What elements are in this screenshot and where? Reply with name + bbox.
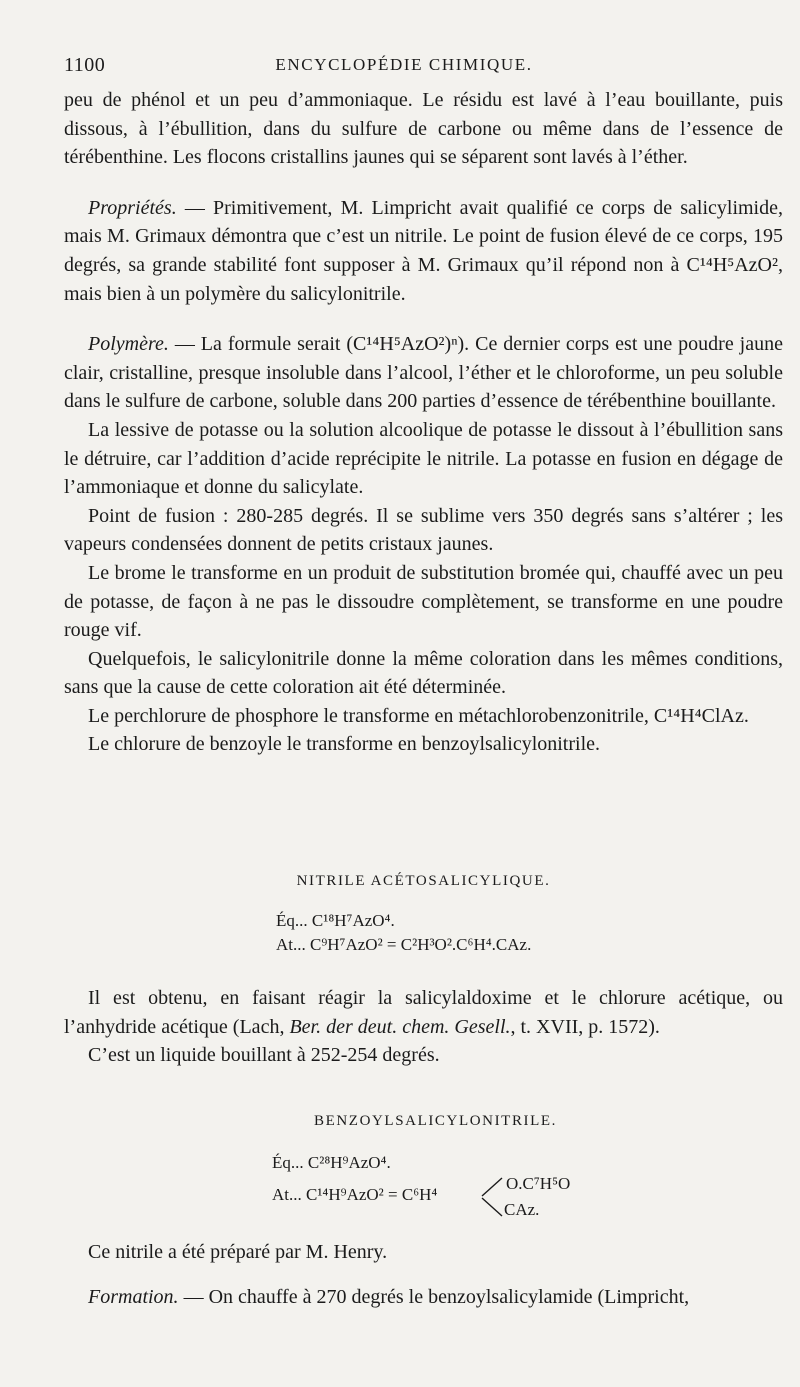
- page-number: 1100: [64, 54, 106, 76]
- section-title-benzoyl: BENZOYLSALICYLONITRILE.: [314, 1113, 558, 1129]
- section-title-aceto: NITRILE ACÉTOSALICYLIQUE.: [296, 873, 551, 889]
- paragraph-obtenu: Il est obtenu, en faisant réagir la salicylaldoxime et le chlorure acétique, ou l’anhydride acétique (Lach, Ber. der deut. chem. Gesell., t. XVII, p. 1572).: [64, 987, 783, 1038]
- polymere-label: Polymère.: [88, 333, 169, 356]
- paragraph-intro: peu de phénol et un peu d’ammoniaque. Le résidu est lavé à l’eau bouillante, puis dissous, à l’ébullition, dans du sulfure de carbone ou même dans de l’essence de térébenthine. Les flocons cristallins jaunes qui se séparent sont lavés à l’éther.: [64, 89, 783, 169]
- formula-branch-lower: CAz.: [504, 1200, 540, 1219]
- formation-label: Formation.: [88, 1285, 179, 1308]
- section-nitrile-acetosalicylique: [64, 871, 783, 891]
- reference-berichte: Ber. der deut. chem. Gesell.: [289, 1015, 511, 1038]
- paragraph-perchlorure: Le perchlorure de phosphore le transforme en métachlorobenzonitrile, C¹⁴H⁴ClAz.: [88, 704, 749, 727]
- paragraph-fusion: Point de fusion : 280-285 degrés. Il se sublime vers 350 degrés sans s’altérer ; les vapeurs condensées donnent de petits cristaux jaunes.: [64, 504, 783, 556]
- paragraph-proprietes: Propriétés. — Primitivement, M. Limpricht avait qualifié ce corps de salicylimide, mais M. Grimaux démontra que c’est un nitrile. Le point de fusion élevé de ce corps, 195 degrés, sa grande stabilité font supposer à M. Grimaux qu’il répond non à C¹⁴H⁵AzO², mais bien à un polymère du salicylonitrile.: [64, 196, 783, 305]
- paragraph-polymere: Polymère. — La formule serait (C¹⁴H⁵AzO²)ⁿ). Ce dernier corps est une poudre jaune clair, cristalline, presque insoluble dans l’alcool, l’éther et le chloroforme, un peu soluble dans le sulfure de carbone, soluble dans 200 parties d’essence de térébenthine bouillante.: [64, 333, 783, 413]
- paragraph-potasse: La lessive de potasse ou la solution alcoolique de potasse le dissout à l’ébullition sans le détruire, car l’addition d’acide reprécipite le nitrile. La potasse en fusion en dégage de l’ammoniaque et donne du salicylate.: [64, 418, 783, 499]
- proprietes-label: Propriétés.: [88, 196, 177, 219]
- formula-at-benzoyl: At... C¹⁴H⁹AzO² = C⁶H⁴: [272, 1185, 438, 1204]
- formula-eq-aceto: Éq... C¹⁸H⁷AzO⁴.: [276, 911, 395, 930]
- main-text: [64, 86, 783, 759]
- formula-branch-upper: O.C⁷H⁵O: [506, 1174, 571, 1193]
- paragraph-henry: Ce nitrile a été préparé par M. Henry.: [88, 1241, 388, 1263]
- paragraph-brome: Le brome le transforme en un produit de substitution bromée qui, chauffé avec un peu de potasse, de façon à ne pas le dissoudre complètement, se transforme en une poudre rouge vif.: [64, 561, 783, 642]
- section-benzoylsalicylonitrile: [64, 1111, 783, 1131]
- paragraph-chlorure-benzoyle: Le chlorure de benzoyle le transforme en benzoylsalicylonitrile.: [88, 733, 601, 756]
- paragraph-quelquefois: Quelquefois, le salicylonitrile donne la même coloration dans les mêmes conditions, sans que la cause de cette coloration ait été déterminée.: [64, 647, 783, 699]
- formula-eq-benzoyl: Éq... C²⁸H⁹AzO⁴.: [272, 1153, 391, 1172]
- aceto-text: [64, 984, 783, 1070]
- page-header: [64, 54, 784, 82]
- benzoyl-text: [64, 1238, 783, 1311]
- paragraph-formation: Formation. — On chauffe à 270 degrés le benzoylsalicylamide (Limpricht,: [88, 1285, 690, 1308]
- running-title: ENCYCLOPÉDIE CHIMIQUE.: [275, 55, 533, 74]
- paragraph-liquide: C’est un liquide bouillant à 252-254 degrés.: [88, 1044, 440, 1067]
- formula-at-aceto: At... C⁹H⁷AzO² = C²H³O².C⁶H⁴.CAz.: [276, 935, 532, 954]
